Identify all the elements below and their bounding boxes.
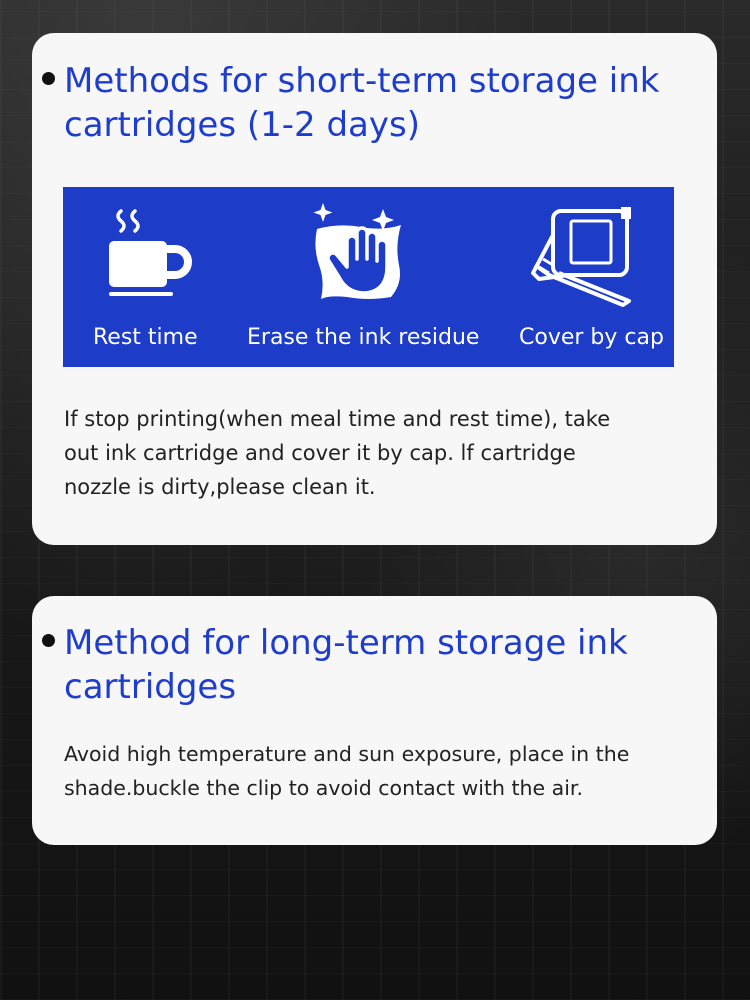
short-term-description-line1: If stop printing(when meal time and rest time), take [64, 407, 611, 431]
cover-by-cap-label: Cover by cap [519, 325, 664, 350]
short-term-storage-card [32, 33, 717, 545]
long-term-storage-card [32, 596, 717, 845]
rest-time-label: Rest time [93, 325, 198, 350]
hand-wiping-cloth-icon [309, 201, 419, 311]
long-term-description-line2: shade.buckle the clip to avoid contact with the air. [64, 776, 583, 800]
short-term-description-line2: out ink cartridge and cover it by cap. lf cartridge [64, 441, 576, 465]
short-term-description-line3: nozzle is dirty,please clean it. [64, 475, 376, 499]
bullet-dot [42, 634, 55, 647]
long-term-heading-line1: Method for long-term storage ink [64, 623, 628, 663]
cartridge-cap-icon [525, 205, 637, 309]
long-term-description-line1: Avoid high temperature and sun exposure, place in the [64, 742, 630, 766]
erase-ink-residue-label: Erase the ink residue [247, 325, 480, 350]
short-term-heading-row [42, 59, 707, 147]
coffee-cup-icon [101, 199, 205, 303]
short-term-description [64, 402, 694, 504]
long-term-heading-line2: cartridges [64, 667, 237, 707]
short-term-heading-line2: cartridges (1-2 days) [64, 105, 420, 145]
step-erase-ink-residue [243, 187, 493, 367]
bullet-dot [42, 72, 55, 85]
long-term-heading-row [42, 621, 707, 709]
step-cover-by-cap [503, 187, 674, 367]
long-term-heading [64, 621, 628, 709]
short-term-heading-line1: Methods for short-term storage ink [64, 61, 660, 101]
long-term-description [64, 737, 714, 805]
short-term-heading [64, 59, 659, 147]
step-rest-time [63, 187, 243, 367]
storage-steps-banner [63, 187, 674, 367]
